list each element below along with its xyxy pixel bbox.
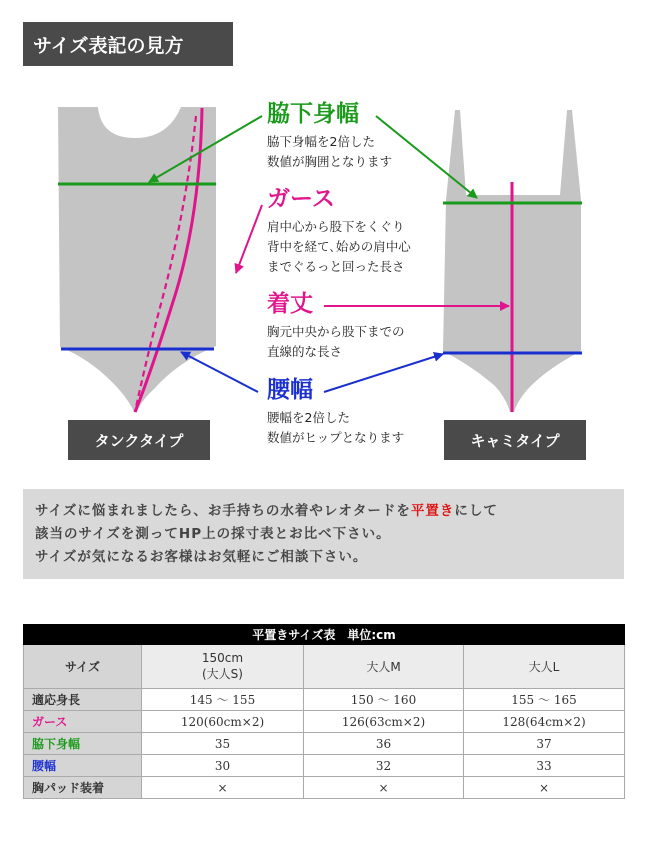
desc-line: 直線的な長さ	[267, 344, 343, 359]
table-cell: ×	[142, 777, 304, 799]
desc-line: 肩中心から股下をくぐり	[267, 219, 405, 234]
table-cell: 36	[304, 733, 464, 755]
table-row	[24, 777, 625, 799]
row-label: ガース	[24, 711, 142, 733]
callout-length	[267, 290, 405, 362]
callout-description	[267, 408, 404, 448]
table-row	[24, 733, 625, 755]
callout-hip-width	[267, 376, 404, 448]
table-row	[24, 711, 625, 733]
header-col-s	[142, 645, 304, 689]
callout-heading: 着丈	[267, 291, 313, 317]
header-col-s-line2: (大人S)	[202, 667, 243, 681]
desc-line: 背中を経て､始めの肩中心	[267, 239, 411, 254]
callout-girth	[267, 185, 411, 277]
tank-type-label: タンクタイプ	[68, 420, 210, 460]
header-col-s-line1: 150cm	[201, 651, 244, 665]
desc-line: 腰幅を2倍した	[267, 410, 350, 425]
callout-chest-width	[267, 100, 392, 172]
size-table	[23, 624, 625, 799]
callout-heading: 脇下身幅	[267, 101, 359, 127]
table-cell: 128(64cm×2)	[464, 711, 625, 733]
header-col-l: 大人L	[464, 645, 625, 689]
row-label: 脇下身幅	[24, 733, 142, 755]
header-col-m: 大人M	[304, 645, 464, 689]
tank-leotard-shape	[58, 107, 216, 412]
table-cell: 126(63cm×2)	[304, 711, 464, 733]
table-cell: 30	[142, 755, 304, 777]
row-label: 腰幅	[24, 755, 142, 777]
table-cell: 150 ～ 160	[304, 689, 464, 711]
row-label: 胸パッド装着	[24, 777, 142, 799]
notice-line-1	[35, 500, 612, 523]
callout-description	[267, 132, 392, 172]
notice-highlight: 平置き	[410, 503, 455, 519]
header-size-label: サイズ	[24, 645, 142, 689]
notice-line-2: 該当のサイズを測ってHP上の採寸表とお比べ下さい。	[35, 526, 391, 542]
table-header-row	[24, 645, 625, 689]
table-cell: 37	[464, 733, 625, 755]
table-cell: 35	[142, 733, 304, 755]
table-row	[24, 689, 625, 711]
callout-heading: 腰幅	[267, 377, 313, 403]
callout-heading: ガース	[267, 186, 335, 212]
table-row	[24, 755, 625, 777]
girth-arrow	[236, 205, 262, 273]
callout-description	[267, 217, 411, 277]
notice-line-3: サイズが気になるお客様はお気軽にご相談下さい。	[35, 549, 368, 565]
table-cell: 120(60cm×2)	[142, 711, 304, 733]
table-cell: 145 ～ 155	[142, 689, 304, 711]
size-advice-notice	[23, 489, 624, 579]
callout-description	[267, 322, 405, 362]
row-label: 適応身長	[24, 689, 142, 711]
table-cell: 33	[464, 755, 625, 777]
page-title: サイズ表記の見方	[23, 22, 233, 66]
hip-arrow-left	[181, 352, 258, 392]
table-caption: 平置きサイズ表 単位:cm	[24, 625, 625, 645]
table-cell: 32	[304, 755, 464, 777]
desc-line: までぐるっと回った長さ	[267, 259, 405, 274]
desc-line: 脇下身幅を2倍した	[267, 134, 375, 149]
cami-type-label: キャミタイプ	[444, 420, 586, 460]
table-cell: ×	[304, 777, 464, 799]
notice-text: にして	[454, 503, 498, 519]
table-cell: 155 ～ 165	[464, 689, 625, 711]
table-cell: ×	[464, 777, 625, 799]
desc-line: 数値がヒップとなります	[267, 430, 405, 445]
desc-line: 胸元中央から股下までの	[267, 324, 405, 339]
notice-text: サイズに悩まれましたら、お手持ちの水着やレオタードを	[35, 503, 411, 519]
desc-line: 数値が胸囲となります	[267, 154, 393, 169]
